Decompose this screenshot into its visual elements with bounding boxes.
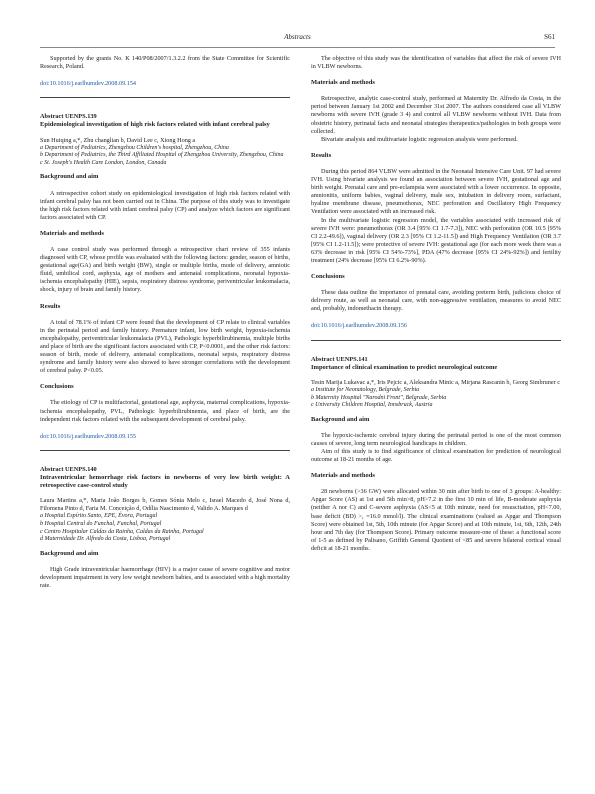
section-heading: Background and aim: [40, 549, 99, 557]
author-list: Tesin Marija Lukavac a,*, Iris Pejcic a, Aleksandra Minic a, Mirjana Rascanin b, Georg Simbruner c: [311, 378, 560, 386]
section-heading: Materials and methods: [311, 79, 375, 87]
affiliation: a Hospital Espírito Santo, EPE, Évora, Portugal: [40, 513, 158, 520]
header-rule: [40, 47, 555, 48]
section-heading: Background and aim: [311, 415, 370, 423]
author-list: Sun Huiqing a,*, Zhu changlian b, David Lee c, Xiong Hong a: [40, 136, 196, 144]
background-text: High Grade intraventricular haemorrhage (HIV) is a major cause of severe cognitive and motor development impairment in very low weight newborn babies, and is associated with a high mortality rate.: [40, 565, 290, 590]
section-heading: Materials and methods: [311, 472, 375, 480]
left-column: [40, 55, 290, 590]
results-text: A total of 78.1% of infant CP were found that the development of CP relate to clinical variables in the perinatal period and family history. Premature infant, low birth weight, hypoxia-ischemia encephalopathy, periventricular leukomalacia (PVL), Pathologic hyperbilirubinemia, multiple births and place of birth are the significant factors associated with CP, P<0.0001, and the other risk factors: season of birth, mode of delivery, antenatal complications, neonatal sepsis, respiratory distress syndrome and family history were also showed to have stronger correlations with the development of cerebral palsy. P<0.05.: [40, 318, 290, 375]
affiliation: c Centro Hospitalar Caldas da Rainha, Caldas da Rainha, Portugal: [40, 528, 204, 535]
abstract-number: Abstract UENPS.139: [40, 113, 97, 121]
doi-link-156[interactable]: doi:10.1016/j.earlhumdev.2008.09.156: [311, 322, 408, 330]
abstract-139: [40, 113, 290, 441]
funding-note: Supported by the grants No. K 140/P08/2007/1.3.2.2 from the State Committee for Scientific Research, Poland.: [40, 55, 290, 71]
results-text: During this period 864 VLBW were admitted in the Neonatal Intensive Care Unit. 97 had severe IVH. Using bivariate analysis we found an association between severe IVH, gestational age and birth weight. Prenatal care and pre-eclampsia were associated with a lower occurrence. In opposite, amnionitis, uniform babies, vaginal delivery, male sex, intubation in delivery room, surfactant, hyaline membrane disease, pneumothorax, NEC perforation and Oscillatory High Frequency Ventilation were associated with an increased risk.: [311, 167, 561, 216]
right-column: [311, 55, 561, 553]
section-heading: Materials and methods: [40, 229, 104, 237]
section-heading: Background and aim: [40, 173, 99, 181]
affiliation: b Department of Pediatrics, the Third Affiliated Hospital of Zhengzhou University, Zhengzhou, China: [40, 152, 284, 159]
affiliation: a Institute for Neonatology, Belgrade, Serbia: [311, 386, 420, 393]
section-heading: Results: [311, 151, 332, 159]
methods-text: 28 newborns (>36 GW) were allocated within 30 min after birth to one of 3 groups: A-healthy: Apgar Score (AS) at 1st and 5th min>8, pH>7.2 in the first 10 min of life, B-moderate asphyxia (neither A nor C) and C-severe asphyxia (AS<5 at 10th minute, need for resuscitation, pH<7.00, base deficit (BD) >, =16.0 mmol/l). The clinical examinations (valued as Apgar and Thompson Score) were obtained 1st, 5th, 10th minute (for Apgar Score) and at 10th minute, 1st, 6th, 12th, 24th hour and 7th day (for Thompson Score). Primary outcome measure-one of these: a functional score of 1-5 as defined by Palisano, Griffith General Quotient of <85 and severe bilateral cortical visual deficit at 18-21 months.: [311, 488, 561, 552]
abstract-141: [311, 356, 561, 553]
methods-text: Bivariate analysis and multivariate logistic regression analysis were performed.: [321, 135, 518, 143]
abstract-title: Importance of clinical examination to predict neurological outcome: [311, 363, 498, 371]
affiliation: d Maternidade Dr. Alfredo da Costa, Lisboa, Portugal: [40, 536, 171, 543]
abstract-separator: [311, 340, 561, 341]
affiliation: b Hospital Central do Funchal, Funchal, Portugal: [40, 521, 162, 528]
aim-text: Aim of this study is to find significance of clinical examination for prediction of neurological outcome at 18-21 months of age.: [311, 447, 561, 464]
abstract-title: Intraventricular hemorrhage risk factors in newborns of very low birth weight: A retrospective case-control study: [40, 473, 290, 490]
abstract-title: Epidemiological investigation of high risk factors related with infant cerebral palsy: [40, 121, 270, 129]
abstract-140: [40, 466, 290, 590]
section-heading: Conclusions: [311, 273, 345, 281]
section-heading: Conclusions: [40, 383, 74, 391]
objective-text: The objective of this study was the identification of variables that affect the risk of severe IVH in VLBW newborns.: [311, 55, 561, 71]
abstract-separator: [40, 97, 290, 98]
results-text: In the multivariate logistic regression model, the variables associated with increased risk of severe IVH were: pneumothorax (OR 3.4 [95% CI 1.7-7.3]), NEC with perforation (OR 10.5 [95% CI 2.2-49.6]), vaginal delivery (OR 2.3 [95% CI 1.2-11.5]) and High Frequency Ventilation (OR 3.7 [95% CI 1.2-11.5]); were protective of severe IVH: gestational age (for each more week there was a 63% decrease in risk [95% CI 54%-73%], PDA (47% decrease [95% CI 24%-92%]) and fertility treatment (24% decrease [95% CI 6.2%-90%).: [311, 216, 561, 264]
methods-text: Retrospective, analytic case-control study, performed at Maternity Dr. Alfredo da Costa, in the period between January 1st 2002 and December 31st 2007. The authors considered case all VLBW newborns with severe IVH (grade 3 4) and control all VLBW newborns without IVH. Data from obstetric history, perinatal facts and neonatal strategies therapeutics/pathologies in both groups were collected.: [311, 95, 561, 135]
running-header: [40, 33, 555, 45]
background-text: The hypoxic-ischemic cerebral injury during the perinatal period is one of the most common causes of severe, long term neurological handicaps in children.: [311, 431, 561, 447]
methods-text: A case control study was performed through a retrospective chart review of 355 infants diagnosed with CP, whose profile was evaluated with the following factors: gender, season of births, gestational age(GA) and birth weight (BW), single or multiple births, mode of delivery, amniotic fluid, umbilical cord, asphyxia, age of mothers and antenatal complications, neonatal hypoxia-ischemia encephalopathy (HIE), sepsis, respiratory distress syndrome, periventricular leukomalacia, shock, injury of brain and family history.: [40, 246, 290, 294]
conclusions-text: These data outline the importance of prenatal care, avoiding preterm birth, judicious choice of delivery route, as well as neonatal care, with non-aggressive ventilation, measures to avoid NEC and, probably, indomethacin therapy.: [311, 289, 561, 313]
affiliation: b Maternity Hospital "Narodni Front", Belgrade, Serbia: [311, 394, 447, 401]
section-heading: Results: [40, 302, 61, 310]
background-text: A retrospective cohort study on epidemiological investigation of high risk factors related with infant cerebral palsy has not been carried out in China. The purpose of this study was to investigate the high risk factors related with infant cerebral palsy (CP) and analyze which factors are significant factors associated with CP.: [40, 189, 290, 221]
journal-section-title: Abstracts: [284, 33, 311, 41]
abstract-separator: [40, 450, 290, 451]
author-list: Laura Martins a,*, Maria João Borges b, Gomes Sónia Melo c, Israel Macedo d, José Nona d, Filomena Pinto d, Faria M. Conceição d, Odília Nascimento d, Valido A. Marques d: [40, 497, 290, 513]
abstract-number: Abstract UENPS.141: [311, 355, 368, 363]
abstract-number: Abstract UENPS.140: [40, 465, 97, 473]
page-number: S61: [544, 33, 555, 41]
doi-link-155[interactable]: doi:10.1016/j.earlhumdev.2008.09.155: [40, 432, 137, 440]
affiliation: c University Children Hospital, Innsbruck, Austria: [311, 402, 433, 409]
conclusions-text: The etiology of CP is multifactorial, gestational age, asphyxia, maternal complications, hypoxia-ischemia encephalopathy, PVL, Pathologic hyperbilirubinemia, and place of birth, are the independent risk factors related with the subsequent development of cerebral palsy.: [40, 399, 290, 423]
doi-link-154[interactable]: doi:10.1016/j.earlhumdev.2008.09.154: [40, 80, 137, 88]
affiliation: a Department of Pediatrics, Zhengzhou Children's hospital, Zhengzhou, China: [40, 144, 229, 151]
affiliation: c St. Joseph's Health Care London, London, Canada: [40, 159, 167, 166]
abstract-140-continued: [311, 55, 561, 331]
